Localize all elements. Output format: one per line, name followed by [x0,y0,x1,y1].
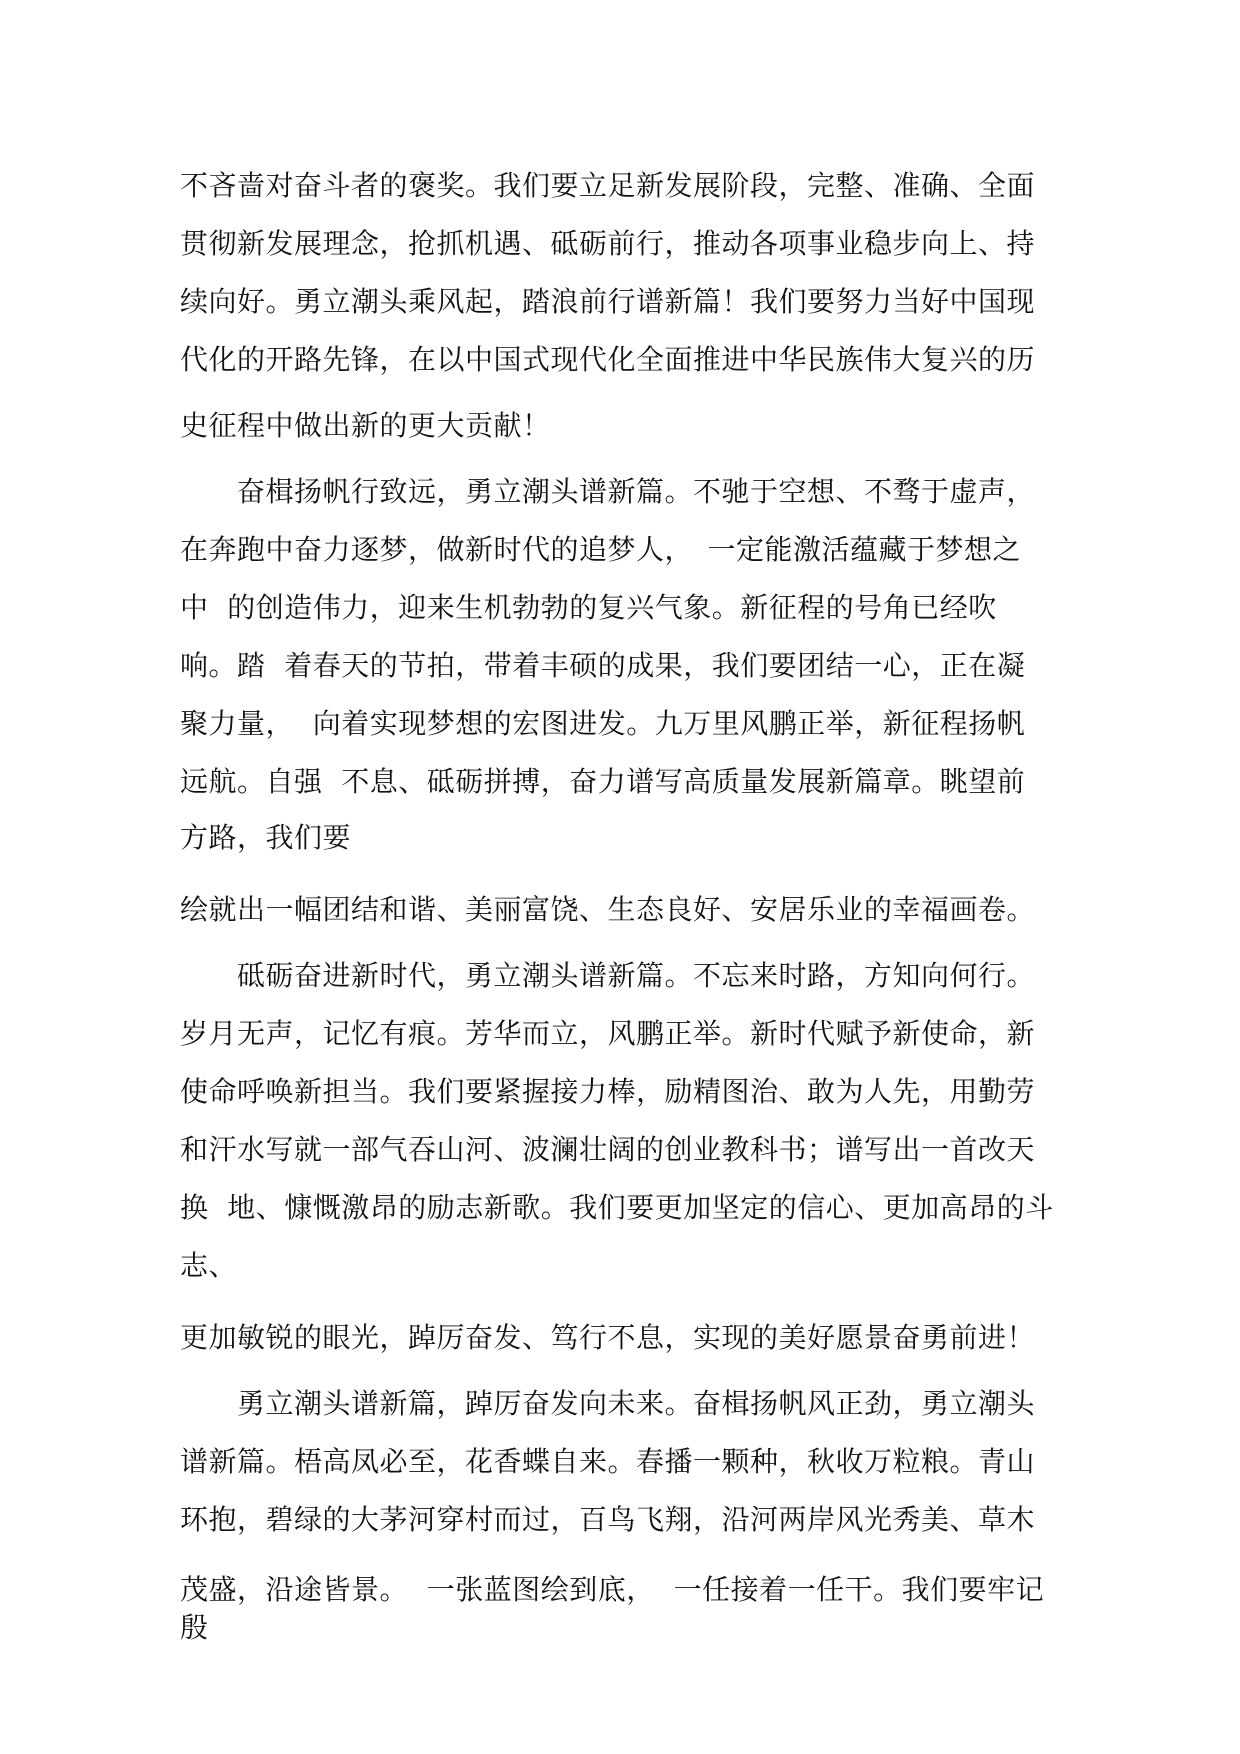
text-line: 方路，我们要 [180,821,352,854]
text-line: 中 的创造伟力，迎来生机勃勃的复兴气象。新征程的号角已经吹 [180,591,997,624]
text-line: 史征程中做出新的更大贡献！ [180,409,551,442]
text-line: 茂盛，沿途皆景。 一张蓝图绘到底， 一任接着一任干。我们要牢记 [180,1573,1045,1606]
paragraph-first-line: 砥砺奋进新时代，勇立潮头谱新篇。不忘来时路，方知向何行。 [180,959,1036,992]
text-line: 使命呼唤新担当。我们要紧握接力棒，励精图治、敢为人先，用勤劳 [180,1075,1036,1108]
text-line: 在奔跑中奋力逐梦，做新时代的追梦人， 一定能激活蕴藏于梦想之 [180,533,1022,566]
text-line: 贯彻新发展理念，抢抓机遇、砥砺前行，推动各项事业稳步向上、持 [180,227,1036,260]
text-line: 和汗水写就一部气吞山河、波澜壮阔的创业教科书；谱写出一首改天 [180,1133,1036,1166]
text-line: 聚力量， 向着实现梦想的宏图进发。九万里风鹏正举，新征程扬帆 [180,707,1026,740]
text-line: 续向好。勇立潮头乘风起，踏浪前行谱新篇！我们要努力当好中国现 [180,285,1036,318]
text-line: 殷 [180,1611,209,1644]
paragraph-first-line: 奋楫扬帆行致远，勇立潮头谱新篇。不驰于空想、不骛于虚声， [180,475,1036,508]
paragraph-first-line: 勇立潮头谱新篇，踔厉奋发向未来。奋楫扬帆风正劲，勇立潮头 [180,1387,1036,1420]
text-line: 绘就出一幅团结和谐、美丽富饶、生态良好、安居乐业的幸福画卷。 [180,893,1036,926]
text-line: 志、 [180,1249,238,1282]
text-line: 代化的开路先锋，在以中国式现代化全面推进中华民族伟大复兴的历 [180,343,1036,376]
text-line: 远航。自强 不息、砥砺拼搏，奋力谱写高质量发展新篇章。眺望前 [180,765,1026,798]
text-line: 换 地、慷慨激昂的励志新歌。我们要更加坚定的信心、更加高昂的斗 [180,1191,1054,1224]
text-line: 响。踏 着春天的节拍，带着丰硕的成果，我们要团结一心，正在凝 [180,649,1026,682]
text-line: 更加敏锐的眼光，踔厉奋发、笃行不息，实现的美好愿景奋勇前进！ [180,1321,1036,1354]
text-line: 谱新篇。梧高凤必至，花香蝶自来。春播一颗种，秋收万粒粮。青山 [180,1445,1036,1478]
text-line: 环抱，碧绿的大茅河穿村而过，百鸟飞翔，沿河两岸风光秀美、草木 [180,1503,1036,1536]
text-line: 岁月无声，记忆有痕。芳华而立，风鹏正举。新时代赋予新使命，新 [180,1017,1036,1050]
text-line: 不吝啬对奋斗者的褒奖。我们要立足新发展阶段，完整、准确、全面 [180,169,1036,202]
